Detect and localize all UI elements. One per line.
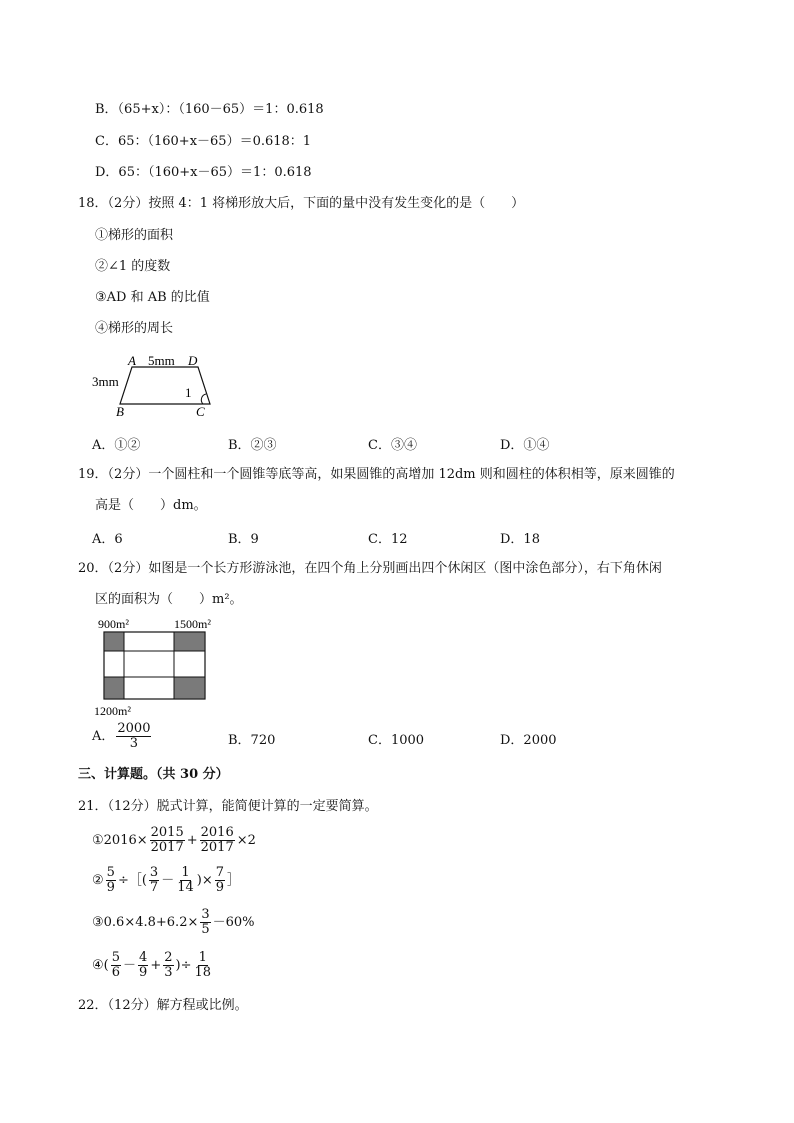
expr-marker: ④ [92,958,104,973]
angle-arc [201,394,206,404]
fraction-numerator: 2000 [117,721,151,736]
q22-stem: 22．（12分）解方程或比例。 [78,998,248,1013]
expr-text: + [186,833,198,848]
q17-option-b: B．（65+x）：（160－65）＝1：0.618 [95,102,324,117]
fraction [176,866,195,895]
fraction-numerator: 3 [149,865,159,880]
fraction-numerator: 1 [198,950,207,965]
label-c: C [196,404,205,419]
label-d: D [188,353,198,368]
expr-text: ( [103,958,109,973]
q21-stem: 21．（12分）脱式计算，能简便计算的一定要简算。 [78,799,378,814]
expr-text: － [123,958,137,973]
expr-text: ×2 [236,833,256,848]
fraction [193,951,212,980]
fraction-denominator: 3 [129,736,139,751]
expr-text: 0.6×4.8+6.2× [103,915,199,930]
fraction-denominator: 9 [106,880,115,895]
fraction [111,951,121,980]
q18-item-4: ④梯形的周长 [95,321,174,336]
section-3-heading: 三、计算题。（共 30 分） [78,767,229,782]
fraction-denominator: 6 [111,965,121,980]
expr-text: )÷ [175,958,192,973]
q18-item-3: ③AD 和 AB 的比值 [95,290,210,305]
expr-text: + [150,958,162,973]
fraction-denominator: 3 [164,965,173,980]
q18-item-2: ②∠1 的度数 [95,259,171,274]
fraction-denominator: 7 [149,880,159,895]
q19-option-b: B．9 [228,532,259,547]
fraction-numerator: 1 [181,865,190,880]
q21-expression-2 [92,866,240,895]
expr-text: － [161,873,175,888]
q21-expression-1 [92,826,256,855]
expr-text: －60% [212,915,255,930]
q19-option-a: A．6 [92,532,123,547]
q18-stem: 18．（2分）按照 4：1 将梯形放大后，下面的量中没有发生变化的是（ ） [78,196,525,211]
expr-text: ÷［( [117,873,147,888]
label-bottom-left-area: 1200m² [94,704,131,718]
q18-option-c: C．③④ [368,438,417,453]
fraction [150,826,185,855]
q17-option-d: D．65：（160+x－65）＝1：0.618 [95,165,312,180]
bottom-left-area [104,677,124,699]
fraction [200,908,210,937]
bottom-right-area [174,677,205,699]
fraction-denominator: 9 [139,965,148,980]
fraction-denominator: 18 [194,965,212,980]
fraction [200,826,235,855]
expr-text: 2016× [103,833,148,848]
q20-stem-line1: 20．（2分）如图是一个长方形游泳池，在四个角上分别画出四个休闲区（图中涂色部分），右下角休闲 [78,561,662,576]
fraction-numerator: 2016 [200,825,234,840]
expr-marker: ③ [92,915,104,930]
q20-option-a [92,722,153,751]
label-top-left-area: 900m² [98,617,129,631]
q20-stem-line2: 区的面积为（ ）m²。 [95,592,243,607]
fraction-numerator: 7 [215,865,224,880]
expr-text: ］ [227,873,241,888]
fraction [215,866,225,895]
fraction-numerator: 3 [201,907,210,922]
fraction [138,951,148,980]
label-b: B [116,404,124,419]
fraction-denominator: 2017 [200,840,234,855]
expr-text: )× [196,873,213,888]
fraction-numerator: 5 [106,865,115,880]
q20-option-c: C．1000 [368,733,425,748]
fraction [149,866,159,895]
q18-option-a: A．①② [92,438,141,453]
fraction [163,951,173,980]
expr-marker: ② [92,873,104,888]
fraction [116,722,151,751]
top-left-area [104,632,124,651]
fraction-numerator: 5 [111,950,121,965]
q19-option-d: D．18 [500,532,540,547]
fraction-numerator: 2015 [150,825,184,840]
fraction-denominator: 14 [177,880,194,895]
trapezoid-figure [90,350,220,420]
q21-expression-3 [92,908,255,937]
fraction [106,866,116,895]
top-right-area [174,632,205,651]
trapezoid-shape [120,367,210,404]
fraction-denominator: 9 [215,880,224,895]
q18-item-1: ①梯形的面积 [95,228,174,243]
q17-option-c: C．65：（160+x－65）＝0.618：1 [95,134,312,149]
fraction-denominator: 2017 [150,840,184,855]
q18-option-d: D．①④ [500,438,550,453]
q18-option-b: B．②③ [228,438,277,453]
q21-expression-4 [92,951,214,980]
fraction-numerator: 4 [139,950,148,965]
fraction-numerator: 2 [164,950,173,965]
expr-marker: ① [92,833,104,848]
fraction-denominator: 5 [201,922,210,937]
q20-option-b: B．720 [228,733,276,748]
q20-option-d: D．2000 [500,733,557,748]
label-a: A [128,353,136,368]
q19-stem-line2: 高是（ ）dm。 [95,498,207,513]
q19-stem-line1: 19．（2分）一个圆柱和一个圆锥等底等高，如果圆锥的高增加 12dm 则和圆柱的体积相等，原来圆锥的 [78,467,675,482]
q19-option-c: C．12 [368,532,408,547]
label-top-length: 5mm [148,353,175,368]
pool-figure [92,616,232,720]
q20-option-a-prefix: A． [92,729,115,744]
label-top-right-area: 1500m² [174,617,211,631]
label-angle-1: 1 [185,385,192,400]
label-left-length: 3mm [92,374,119,389]
